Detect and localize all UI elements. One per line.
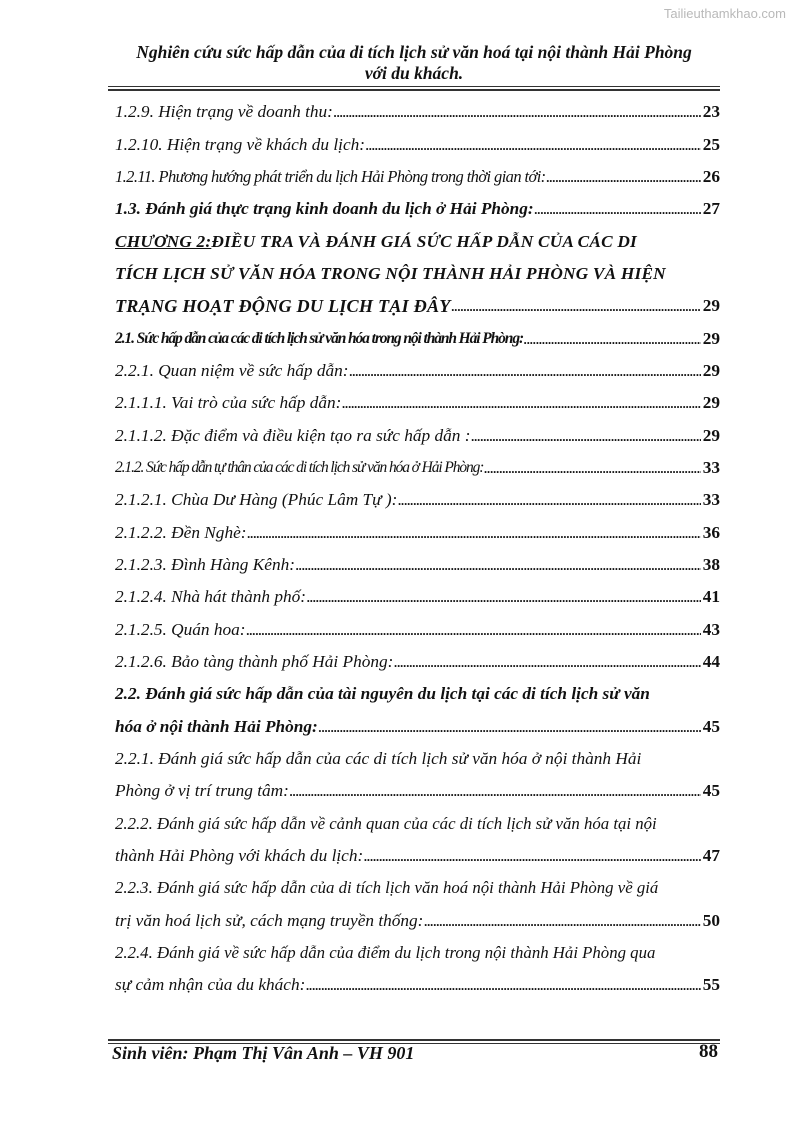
toc-entry[interactable] [115, 290, 720, 322]
toc-entry-page: 33 [702, 457, 720, 477]
toc-entry-page: 29 [702, 425, 720, 445]
toc-entry-page: 44 [702, 652, 720, 672]
toc-entry-label: TRẠNG HOẠT ĐỘNG DU LỊCH TẠI ĐÂY [115, 295, 451, 316]
toc-entry-first-line[interactable] [115, 743, 720, 775]
toc-leader [365, 135, 701, 155]
toc-entry-label: 2.1.2.4. Nhà hát thành phố: [115, 587, 307, 607]
toc-entry-page: 43 [702, 619, 720, 639]
toc-leader [546, 167, 701, 187]
toc-entry-label: hóa ở nội thành Hải Phòng: [115, 716, 318, 736]
toc-entry[interactable] [115, 128, 720, 160]
toc-leader [423, 911, 700, 931]
toc-entry-label: 2.1.2. Sức hấp dẫn tự thân của các di tích lịch sử văn hóa ở Hải Phòng: [115, 458, 484, 476]
toc-leader [363, 846, 700, 866]
toc-entry-label: 2.1.2.2. Đền Nghè: [115, 522, 247, 542]
toc-leader [534, 199, 701, 219]
toc-leader [341, 393, 700, 413]
toc-entry[interactable] [115, 452, 720, 484]
toc-entry-label: 2.1.1.2. Đặc điểm và điều kiện tạo ra sức hấp dẫn : [115, 425, 471, 445]
toc-entry-page: 23 [702, 102, 720, 122]
toc-entry-page: 55 [702, 975, 720, 995]
toc-leader [451, 296, 701, 316]
toc-entry-page: 29 [702, 393, 720, 413]
chapter-prefix: CHƯƠNG 2: [115, 231, 212, 251]
toc-leader [318, 717, 701, 737]
toc-leader [247, 523, 701, 543]
toc-entry-first-line[interactable] [115, 937, 720, 969]
toc-entry[interactable] [115, 905, 720, 937]
toc-entry-label: sự cảm nhận của du khách: [115, 975, 306, 995]
toc-entry-page: 27 [702, 199, 720, 219]
toc-entry-label: 2.1. Sức hấp dẫn của các di tích lịch sử văn hóa trong nội thành Hải Phòng: [115, 329, 524, 347]
footer-student: Sinh viên: Phạm Thị Vân Anh – VH 901 [112, 1043, 415, 1063]
toc-entry-page: 45 [702, 781, 720, 801]
toc-entry-page: 36 [702, 522, 720, 542]
toc-leader [349, 361, 701, 381]
toc-entry-heading: 2.2.3. Đánh giá sức hấp dẫn của di tích lịch văn hoá nội thành Hải Phòng về giá [115, 878, 659, 898]
toc-entry-label: 1.2.11. Phương hướng phát triển du lịch Hải Phòng trong thời gian tới: [115, 166, 546, 186]
toc-entry-label: 2.1.2.6. Bảo tàng thành phố Hải Phòng: [115, 652, 394, 672]
toc-leader [305, 975, 700, 995]
toc-entry-page: 29 [702, 360, 720, 380]
toc-entry[interactable] [115, 614, 720, 646]
table-of-contents [115, 96, 720, 1002]
toc-leader [306, 587, 701, 607]
toc-leader [333, 102, 701, 122]
toc-entry[interactable] [115, 516, 720, 548]
toc-entry-page: 45 [702, 716, 720, 736]
toc-entry[interactable] [115, 96, 720, 128]
toc-entry[interactable] [115, 484, 720, 516]
toc-entry[interactable] [115, 840, 720, 872]
toc-entry-heading: 2.2. Đánh giá sức hấp dẫn của tài nguyên du lịch tại các di tích lịch sử văn [115, 684, 650, 704]
toc-entry[interactable] [115, 193, 720, 225]
toc-entry-label: 1.2.9. Hiện trạng về doanh thu: [115, 102, 333, 122]
toc-leader [246, 620, 701, 640]
toc-entry-label: 1.3. Đánh giá thực trạng kinh doanh du lịch ở Hải Phòng: [115, 199, 534, 219]
toc-entry-page: 50 [702, 910, 720, 930]
toc-entry-label: 2.1.2.3. Đình Hàng Kênh: [115, 554, 296, 574]
toc-leader [397, 490, 700, 510]
toc-entry-first-line[interactable] [115, 808, 720, 840]
toc-chapter-heading-line-2[interactable] [115, 258, 720, 290]
footer-page-number: 88 [699, 1041, 718, 1062]
toc-entry-first-line[interactable] [115, 872, 720, 904]
toc-entry[interactable] [115, 549, 720, 581]
chapter-title-part-1: ĐIỀU TRA VÀ ĐÁNH GIÁ SỨC HẤP DẪN CỦA CÁC DI [211, 231, 637, 251]
toc-entry-page: 29 [702, 296, 720, 316]
toc-leader [289, 781, 701, 801]
toc-entry[interactable] [115, 355, 720, 387]
toc-leader [523, 329, 701, 349]
toc-entry-page: 29 [702, 328, 720, 348]
toc-entry-label: 2.2.1. Quan niệm về sức hấp dẫn: [115, 360, 349, 380]
toc-entry-page: 41 [702, 587, 720, 607]
toc-entry-label: 2.1.2.1. Chùa Dư Hàng (Phúc Lâm Tự ): [115, 490, 398, 510]
header-rule [108, 86, 720, 87]
toc-entry[interactable] [115, 711, 720, 743]
toc-entry-label: thành Hải Phòng với khách du lịch: [115, 846, 364, 866]
toc-entry-label: trị văn hoá lịch sử, cách mạng truyền thống: [115, 910, 424, 930]
toc-entry[interactable] [115, 646, 720, 678]
watermark: Tailieuthamkhao.com [663, 6, 786, 21]
toc-entry-label: 2.1.2.5. Quán hoa: [115, 619, 246, 639]
toc-leader [483, 458, 700, 478]
toc-leader [470, 426, 700, 446]
toc-chapter-heading-line-1[interactable] [115, 225, 720, 257]
header-line-1: Nghiên cứu sức hấp dẫn của di tích lịch sử văn hoá tại nội thành Hải Phòng [136, 42, 692, 62]
footer-rule-thick [108, 1039, 720, 1041]
toc-entry-label: Phòng ở vị trí trung tâm: [115, 781, 289, 801]
toc-entry-first-line[interactable] [115, 678, 720, 710]
toc-entry-label: 2.1.1.1. Vai trò của sức hấp dẫn: [115, 393, 342, 413]
toc-entry-page: 26 [702, 166, 720, 186]
header-line-2: với du khách. [364, 63, 464, 83]
toc-entry-page: 25 [702, 134, 720, 154]
toc-entry-label: 1.2.10. Hiện trạng về khách du lịch: [115, 134, 366, 154]
toc-entry[interactable] [115, 161, 720, 193]
running-header [108, 42, 720, 84]
toc-entry[interactable] [115, 969, 720, 1001]
toc-entry[interactable] [115, 387, 720, 419]
toc-entry[interactable] [115, 775, 720, 807]
chapter-title-part-2: TÍCH LỊCH SỬ VĂN HÓA TRONG NỘI THÀNH HẢI PHÒNG VÀ HIỆN [115, 263, 666, 283]
header-rule-thick [108, 89, 720, 91]
toc-leader [295, 555, 701, 575]
toc-entry[interactable] [115, 419, 720, 451]
toc-entry[interactable] [115, 581, 720, 613]
toc-entry-page: 33 [702, 490, 720, 510]
toc-entry-heading: 2.2.4. Đánh giá về sức hấp dẫn của điểm du lịch trong nội thành Hải Phòng qua [115, 943, 656, 963]
toc-entry-heading: 2.2.1. Đánh giá sức hấp dẫn của các di tích lịch sử văn hóa ở nội thành Hải [115, 749, 642, 769]
toc-leader [393, 652, 700, 672]
toc-entry-page: 47 [702, 846, 720, 866]
toc-entry[interactable] [115, 322, 720, 354]
toc-entry-page: 38 [702, 554, 720, 574]
toc-entry-heading: 2.2.2. Đánh giá sức hấp dẫn về cảnh quan của các di tích lịch sử văn hóa tại nội [115, 813, 657, 833]
